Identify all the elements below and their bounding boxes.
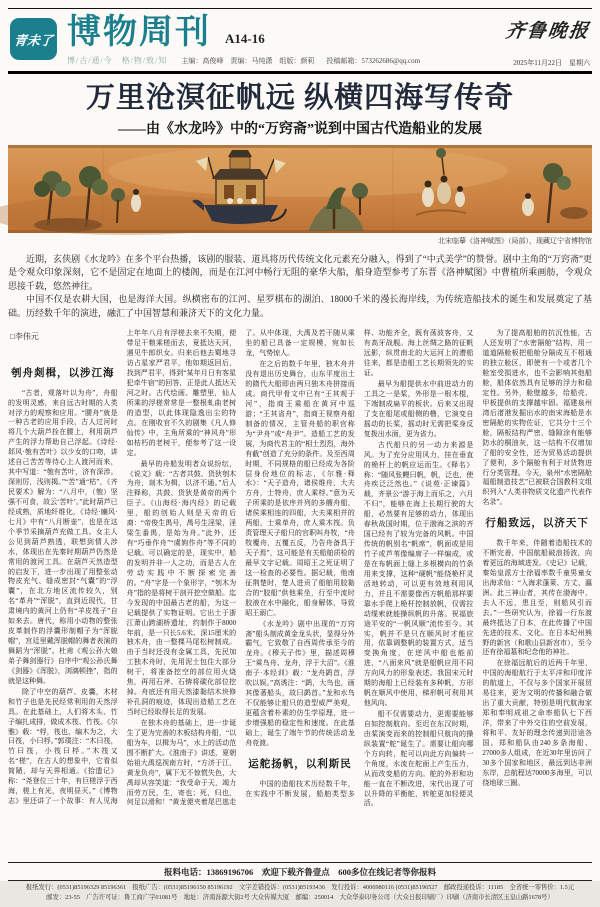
byline: □李伟元 xyxy=(10,332,39,342)
painting-figure xyxy=(8,145,592,246)
body-paragraph: 最早为船提供水中前进动力的工具之一是桨，外形是一根木棍，下端制成扁平的板状。后来又出现了支在船尾或船侧的橹，它演变自摇动的长桨，摇动时无需把桨身反复拨出水面，更为省力。 xyxy=(363,380,474,438)
masthead-tagline: 博/古/通/今 格/物/致/知 xyxy=(67,56,168,65)
lede-paragraph: 中国不仅是农耕大国，也是海洋大国。纵横密布的江河、星罗棋布的湖泊、18000千米的漫长海岸线，为传统造船技术的诞生和发展奠定了基础。历经数千年的演进，融汇了中国智慧和兼济天下的文化力量。 xyxy=(8,294,592,318)
body-paragraph: 《水龙吟》剧中出现的“万窍斋”船头制成黄金龙头状，显得分外霸气，它致敬了自西周传承至今的龙舟。《穆天子传》里，描述周穆王“乘鸟舟、龙舟，浮于大沼”。《淮南子·本经训》载：“龙舟鹢首，浮吹以娱。”高诱注：“鹢，大鸟也，画其像著船头，故曰鹢首。”龙和水鸟不仅能够让船只的造型威严美观，更蕴含着朴素的仿生学原理，进一步增强船的稳定性和速度。在此基础上，诞生了端午节的传统活动龙舟竞渡。 xyxy=(245,619,355,747)
body-paragraph: 除了中空的葫芦、皮囊，木材和竹子也是先民经常利用的天然浮具。在此基础上，人们将木头、竹子编扎成排，做成木筏、竹筏。《尔雅》载：“桴，筏也，编木为之，大曰筏，小曰桴。”郭璞注：“木曰筏，竹曰筏，小筏曰桴。”木筏又名“槎”，在古人的想象中，它看似简陋，却与天界相通。《拾遗记》称：“尧登位三十年，有巨槎浮于西海，槎上有光，夜明昼灭。”《博物志》里还讲了一个故事：有人见海上年年八月有浮槎去来不失期，便带足干粮乘槎而去，竟抵达天河，遇见牛郎织女。归来后他去蜀地寻访占星家严君平，他如期返回后，找到严君平，得到“某年月日有客星犯牵牛宿”的回答，正是此人抵达天河之时。古代绘画、雕塑里，仙人所乘的浮槎常常是一整根虬曲老树的造型，以此体现隐逸出尘的特点。在刚收官不久的剧集《凡人修仙传》中，主角所乘的“神风舟”形如枯朽的老树干，便参考了这一设定。 xyxy=(8,329,237,806)
masthead-title-block xyxy=(67,16,506,66)
article-body xyxy=(8,329,592,858)
body-paragraph: 船不仅需要动力，更需要能够自如控制航向。至迟在东汉时期，由桨演变而来的控制船只航向的操纵装置“舵”诞生了。需要让船向哪个方向转，舵可以向此方向偏转一个角度，水流在舵面上产生压力，从而改变船的方向。舵的外形和功能一直在不断改进，宋代出现了可以升降的平衡舵，转舵更加轻便灵活。 xyxy=(363,710,474,808)
masthead-rule xyxy=(8,71,592,74)
body-paragraph: 为了提高船舶的抗沉性能，古人还发明了“水密隔舱”结构，用一道道隔舱板把船舱分隔成互不相通的独立舱区，即使有一个或者几个舱室受损进水，也不会影响其他船舱，船体依然具有足够的浮力和稳定性。另外，舱壁越多，给船壳、甲板提供的支撑越牢固。福建泉州湾后渚港发掘出水的南宋海船是水密隔舱的实物佐证，它共分十三个舱，隔板结构严密，缝隙涂有能够防水的桐油灰，这一结构不仅增加了船的安全性，还为贸易活动提供了便利，多个隔舱有利于对货物进行分类管理。今天，泉州“水密隔舱福船制造技艺”已被联合国教科文组织列入“人类非物质文化遗产代表作名录”。 xyxy=(482,329,592,507)
news-hotline: 报料电话：13869196706 欢迎下载齐鲁壹点 600多位在线记者等你报料 xyxy=(8,862,592,880)
newspaper-brand: 齐鲁晚报 xyxy=(504,21,592,42)
publication-info-line: 邮发：23-55 广告许可证：鲁工商广字01081号 地址：济南泺源大街2号 大众传媒大厦 邮编：250014 大众华泰印务公司（大众日报印刷厂）印刷（济南市长清区玉皇山路1678号） xyxy=(46,894,554,902)
body-paragraph: 在徐福远航后的近两千年里，中国的海船航行于太平洋和印度洋的航道上，不仅与多个国家开展贸易往来，更为文明的传播和融合做出了重大贡献，特别是明代航海家郑和奉明成祖之命率船队七下西洋，带来了中外交往的空前发展，将和平、友好的理念传递到沿途各国。郑和船队由240多条海船、27000多人组成，在近30年里访问了30多个国家和地区，最远到达非洲东岸，总航程达70000多海里，可以绕地球三圈。 xyxy=(482,659,592,787)
qingweiliao-logo xyxy=(10,18,57,60)
issue-date: 2025年11月22日 星期六 xyxy=(513,59,590,67)
weekly-title: 博物周刊 xyxy=(67,14,211,51)
section-heading-1: 刳舟剡楫，以涉江海 xyxy=(11,367,115,379)
body-paragraph: 最早的舟船发明者众说纷纭，《说文》载：“古者共鼓、货狄刳木为舟，剡木为楫，以济不通。”后人注释称，共鼓、货狄是黄帝的两个臣子。《山海经·海内经》的记载里，船的创始人则是天帝的后裔：“帝俊生禺号，禺号生淫梁，淫梁生番禺，是始为舟。”此外，还有“巧垂作舟”“虞姁作舟”等不同的记载。可以确定的是，现实中，船的发明并非一人之功，而是古人在劳动实践中不断探索完善的。“舟”字是一个象形字，“刳木为舟”指的是将树干剖开挖空做船。迄今发现的中国最古老的船，为这一记载提供了实物证明。它出土于浙江萧山跨湖桥遗址，约制作于8000年前，是一只长5.6米、深15厘米的独木舟，由一整棵马尾松树制成。由于当时还没有金属工具，先民加工独木舟时，先用泥土包住大部分树干，将准备挖空的部位用火烧焦，再用石斧、石锛将碳化部位挖掉。舟底还有用天然漆黏结木块修补孔洞的痕迹，体现出造船工艺在当时已经取得长足的发展。 xyxy=(126,459,237,717)
publication-info xyxy=(8,880,592,907)
article-subhead: ——由《水龙吟》中的“万窍斋”说到中国古代造船业的发展 xyxy=(118,121,482,137)
body-paragraph: 中国的造船技术历经数千年，在实践中不断发展，船舶类型多样、功能齐全，既有荡波客舟，又有高牙战舰。海上丝绸之路的征帆远影，纵贯南北的大运河上的漕船往来，都是造船工艺长期领先的实证。 xyxy=(245,329,474,798)
body-paragraph: 数千年来，伴随着造船技术的不断完善，中国航船破浪扬波，向着更远的海域进发。《史记》记载，秦始皇派方士徐福率数千童男童女出海求仙：“入海求蓬莱、方丈、瀛洲。此三神山者，其传在渤海中，去人不远，患且至，则船风引而去。”一些研究认为，徐福一行东渡最终抵达了日本，在此传播了中国先进的技术、文化。在日本纪州熊野的新宫（和歌山县新宫市），至今还有徐福墓和纪念他的神社。 xyxy=(482,539,592,657)
lede-paragraph: 近期，玄侠剧《水龙吟》在多个平台热播，该剧的服装、道具将历代传统文化元素充分融入，得到了“中式美学”的赞誉。剧中主角的“万窍斋”更是令观众印象深刻，它不是固定在地面上的楼阁，而是在江河中畅行无阻的豪华大船，船身造型参考了东晋《洛神赋图》中曹植所乘画舫，令观众思接千载，悠然神往。 xyxy=(8,253,592,291)
article-headline: 万里沧溟征帆远 纵横四海写传奇 xyxy=(85,82,515,114)
body-paragraph: 在之后的数千年里，独木舟并没有退出历史舞台，山东平度出土的隋代大船即由两只独木舟拼接而成。商代甲骨文中已有“王其观于河”，指商王乘船在黄河中巡游；“王其省舟”，指商王视察舟船制备的情况，主管舟船的职官称为“尹舟”或“舟尹”。造船工艺的发展，为商代君主的“相土烈烈，海外有截”创造了充分的条件。及至西周时期，不同规格的船已经成为各阶层身份地位的标志，《尔雅·释水》：“天子造舟，诸侯维舟，大夫方舟，士特舟，庶人乘桴。”意为天子所乘的是依序并列的多艘舟船，诸侯乘相连的四船，大夫乘相并的两船，士乘单舟，庶人乘木筏。负责管理天子船只的官职叫舟牧，“舟牧覆舟，五覆五反，乃告舟备具于天子焉”，这可能是有关船舶质检的最早文字记载。周昭王之死证明了这一检查的必要性。据记载，他南征荆楚时，楚人进贡了船舶用胶黏合的“胶船”供他乘坐，行至中流时胶液在水中融化，船身解体，导致昭王溺亡。 xyxy=(245,360,355,617)
page-number: A14-16 xyxy=(225,31,265,46)
editors-line: 主编：高俊峰 责编：马纯潇 组版：颜莉 xyxy=(181,57,315,65)
logo-text: 青未了 xyxy=(13,32,54,48)
body-paragraph: 古代船只的另一动力来源是风。为了充分应用风力，挂在垂直的桅杆上的帆应运而生。《释名》称：“随风张幔曰帆，帆，泛也，使舟疾泛泛然也。”《说苑·正谏篇》载，齐景公“游于海上而乐之，六月不归”，能够在海上长期行驶的大船，必然要有足够的动力，体现出春秋战国时期，位于渤海之滨的齐国已经有了较为完备的风帆。中国传统的帆别名“帆席”，帆面或是用竹子或芦苇像编席子一样编成，或是在布帆面上缝上多根横向的竹条用来支撑，这种“硬帆”能绕桅杆灵活地转动，可以更有效地利用风力，并且不需要像西方帆船那样要靠水手爬上桅杆控制放帆，仅需拉动缆索就能操纵帆的升落。祝福旅途平安的“一帆风顺”流传至今。其实，帆并不是只在顺风时才能应用，依靠调整帆的装置方式，适当变换角度，在逆风中船也能前进，“八面来风”就是船帆应用不同方向风力的形象表述。我国宋元时期的海船上已经装有多种帆，方形帆在顺风中使用，梯形帆可利用其他风向。 xyxy=(363,440,474,708)
publication-info-line: 报纸发行：(0531)85196329 85196361 报纸广告：(0531)85196150 85196192 文字差错投诉：(0531)85193436 发行投诉：4006980116 (0531)85196527 邮政投递投诉：11185 全省统一零售价：1.5元 xyxy=(25,884,575,892)
masthead xyxy=(8,9,592,71)
article-lede xyxy=(8,253,592,321)
submission-mailbox: 投稿邮箱：573262686@qq.com xyxy=(326,57,421,65)
section-heading-2: 运舵扬帆，以利斯民 xyxy=(248,758,352,770)
body-paragraph: 在独木舟的基础上，进一步诞生了更为完善的木板结构舟船，“以船为车，以楫为马”，水上的活动范围不断扩大。《淮南子》讲述，夏朝始祖大禹巡视南方时，“方济于江，黄龙负舟”，属下无不惊慌失色，大禹却从容笑道：“我受命于天，竭力而劳万民，生，寄也；死，归也，何足以滑和！”黄龙便夹着尾巴逃走了。从中体现，大禹及若干随从乘坐的船已具备一定规模，宛如长龙，气势惊人。 xyxy=(126,329,355,807)
newspaper-brand-block xyxy=(506,16,590,68)
painting-caption: 北宋临摹《洛神赋图》（局部），现藏辽宁省博物馆 xyxy=(438,236,592,245)
luoshen-scroll-painting xyxy=(8,145,592,233)
body-paragraph: “古者，观落叶以为舟”，舟船的发明灵感，来自远古时期的人类对浮力的观察和应用。“腰舟”就是一种古老的应用手段，古人过河时将几个大葫芦拴在腰上，利用葫芦产生的浮力帮助自己浮起。《诗经·邶风·匏有苦叶》以少女的口吻，讲述自己苦苦等待心上人渡河而来，其中写道：“匏有苦叶，济有深涉。深则厉，浅则揭。”“苦”通“枯”，《齐民要术》解为：“八月中，（匏）坚强不可食，故云‘苦叶’。”此时葫芦已经成熟，质地纤维化，《诗经·豳风·七月》中有“八月断壶”，也是在这个季节采摘葫芦充做工具。女主人公见到葫芦熟透，联想到情人涉水，体现出在先秦时期葫芦仍然是常用的渡河工具。在葫芦天然造型的启发下，进一步出现了用整张动物皮充气、缝成密封“气囊”的“浮囊”，在北方地区流传较久，别名“革舟”“浑脱”，直到近现代，甘肃境内的黄河上仍有“羊皮筏子”自如来去。唐代，称用小动物的整张皮革制作的浮囊形制帽子为“浑脱帽”，宫廷里戴浑脱帽的舞者表演的舞蹈为“浑脱”。杜甫《观公孙大娘弟子舞剑器行》自序中“观公孙氏舞《剑器》《浑脱》，浏漓顿挫”，指的就是这种舞。 xyxy=(8,388,118,685)
section-heading-3: 行船致远，以济天下 xyxy=(485,518,589,530)
